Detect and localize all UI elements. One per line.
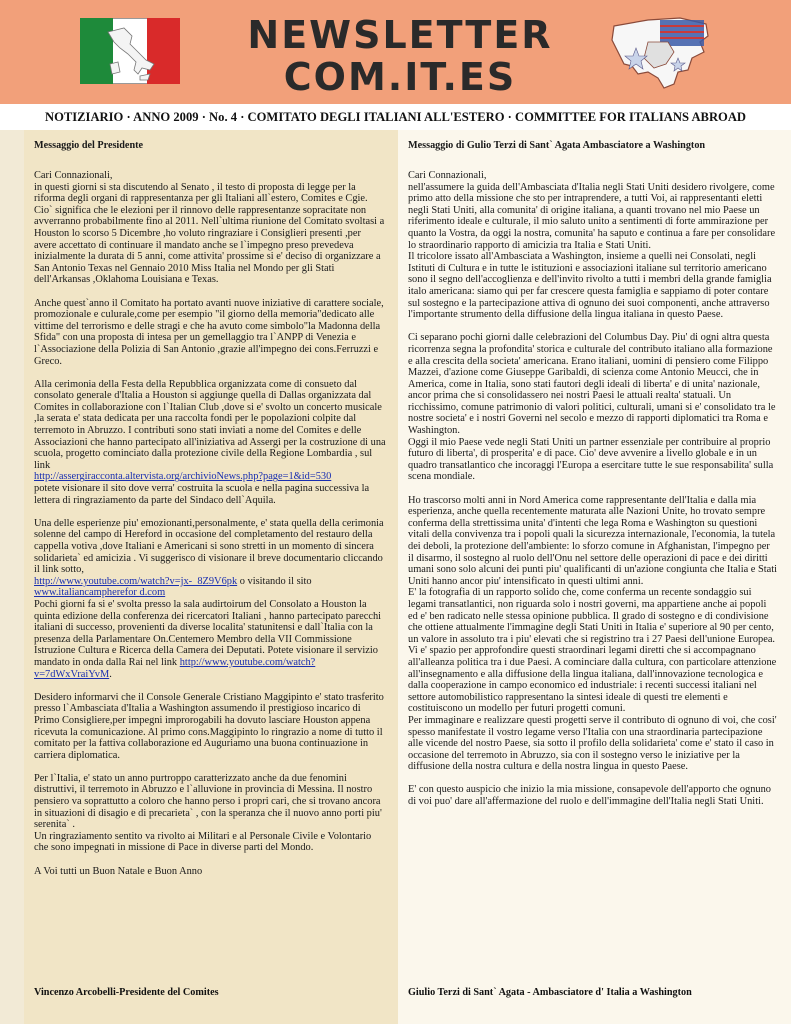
right-paragraph-3-final: Per immaginare e realizzare questi progetti serve il contributo di ognuno di voi, che cosi' spesso manifestate il vostro legame verso l'Italia con una straordinaria partecipazione alle vicende del nostro Paese, sia sotto il profilo della solidarieta' come e' stato il caso in occasione del terremoto in Abruzzo, sia con il sostegno verso le iniziative per la diffusione della nostra cultura e della nostra lingua in questo Paese. (408, 714, 777, 773)
left-greeting: Cari Connazionali, (34, 170, 113, 181)
left-paragraph-4 (34, 518, 386, 680)
right-paragraph-2-text: Ci separano pochi giorni dalle celebrazioni del Columbus Day. Piu' di ogni altra questa ricorrenza segna la profondita' storica e culturale del contributo italiano alla formazione e alla crescita della societa' americana. Erano italiani, uomini di pensiero come Filippo Mazzei, d'azione come Giuseppe Garibaldi, di scienza come Antonio Meucci, che in America, come in Italia, sono stati fautori degli ideali di liberta' e di unita' nazionale, ancor prima che si consolidassero nei nostri Paesi le attuali realta' statuali. Un ricchissimo, comune patrimonio di valori politici, culturali, umani si e' consolidato tra le nostre societa' e i nostri Governi nel secolo e mezzo di rapporti diplomatici tra Roma e Washington. (408, 332, 776, 437)
right-paragraph-3-text: Ho trascorso molti anni in Nord America come rappresentante dell'Italia e dalla mia esperienza, anche quella recentemente maturata alle Nazioni Unite, ho trovato sempre conferma della strettissima unita' d'intenti che lega Roma e Washington su questioni vitali della convivenza tra i popoli quali la sicurezza internazionale, l'economia, la tutela dei deboli, la protezione dell'ambiente: lo sforzo comune in Afghanistan, l'impegno per il disarmo, il sostegno al ruolo dell'Onu nel settore delle operazioni di pace e dei diritti umani sono solo alcuni dei punti piu' qualificanti di un'azione congiunta che Italia e Stati Uniti hanno ancor piu' intensificato in questi ultimi anni. (408, 494, 778, 587)
italiancamp-link[interactable]: www.italiancampherefor d.com (34, 587, 166, 599)
youtube-rai-link[interactable]: http://www.youtube.com/watch?v=7dWxVraiYvM (34, 656, 316, 680)
left-paragraph-6: Desidero informarvi che il Console Generale Cristiano Maggipinto e' stato trasferito presso l`Ambasciata d'Italia a Washington assumendo il prestigioso incarico di Primo Consigliere,per impegni improrogabili ha dovuto lasciare Houston appena ricevuta la comunicazione. Al primo cons.Maggipinto lo ringrazio a nome di tutto il comitato per la fattiva collaborazione ed Auguriamo una buona continuazione in carriera diplomatica. (34, 691, 384, 761)
left-paragraph-3-text: Alla cerimonia della Festa della Repubblica organizzata come di consueto dal consolato generale d'Italia a Houston si aggiunge quella di Dallas organizzata dal Comites in collaborazione con l`Italian Club ,dove si e' svolto un concerto musicale ,la serata e' stata dedicata per una raccolta fondi per le popolazioni colpite dal terremoto in Abruzzo. I contributi sono stati inviati a nome del Comites e delle Associazioni che hanno partecipato all'iniziativa ad Assergi per la costruzione di una scuola, progetto cominciato dalla protezione civile della Regione Lombardia , sul link (34, 378, 386, 471)
assergi-link[interactable]: http://assergiracconta.altervista.org/archivioNews.php?page=1&id=530 (34, 471, 332, 483)
left-paragraph-5-text: Pochi giorni fa si e' svolta presso la sala audirtoirum del Consolato a Houston la quinta edizione della conferenza dei ricercatori Italiani , hanno partecipato parecchi italiani di successo, provenienti da diverse localita' statunitensi e dall`Italia con la presenza della Parlamentare On.Centemero Membro della VII Commissione Istruzione Cultura e Ricerca della Camera dei Deputati. Potete visionare il servizio mandato in onda dalla Rai nel link (34, 598, 382, 668)
president-message (34, 140, 386, 889)
left-paragraph-7 (34, 773, 386, 854)
left-paragraph-3 (34, 379, 386, 507)
title-line-1: NEWSLETTER (247, 13, 553, 57)
right-paragraph-1 (408, 182, 778, 321)
italy-flag-map-icon (80, 18, 180, 84)
left-paragraph-4-text: Una delle esperienze piu' emozionanti,personalmente, e' stata quella della cerimonia solenne del campo di Hereford in occasione del completamento del restauro della cappella votiva ,dove Italiani e Americani si sono stretti in un momento di sincera solidarieta` ed amicizia . Vi suggerisco di visionare il breve documentario cliccando il link sotto, (34, 517, 384, 576)
masthead (0, 0, 791, 104)
right-paragraph-3 (408, 495, 778, 773)
left-paragraph-2: Anche quest`anno il Comitato ha portato avanti nuove iniziative di carattere sociale, promozionale e culurale,come per esempio "il giorno della memoria"dedicato alle vittime del terrorismo e delle stragi e che ha avuto come simbolo"la Madonna della Sfida" con una proposta di intesa per un gemellaggio tra l`ANPP di Venezia e l`Associazione della Polizia di San Antonio ,grazie all'impegno dei cons.Ferruzzi e Greco. (34, 297, 384, 367)
right-paragraph-2-continued: Oggi il mio Paese vede negli Stati Uniti un partner essenziale per contribuire al proprio futuro di liberta', di prosperita' e di pace. Cio' deve avvenire a livello globale e in un quadro transatlantico che incoraggi l'Europa a esercitare tutte le sue responsabilita' sulla scena mondiale. (408, 436, 774, 483)
right-paragraph-2 (408, 332, 778, 483)
left-paragraph-3-continued: potete visionare il sito dove verra' costruita la scuola e nella pagina successiva la lettera di ringraziamento da parte del Sindaco dell`Aquila. (34, 483, 370, 506)
left-paragraph-1: in questi giorni si sta discutendo al Senato , il testo di proposta di legge per la riforma degli organi di rappresentanza per gli Italiani all`estero, Comites e Cgie. Cio` significa che le elezioni per il rinnovo delle rappresentanze sopracitate non avverranno probabilmente fino al 2011. Nell`ultima riunione del Comitato svoltasi a Houston lo scorso 5 Dicembre ,ho voluto ringraziare i Consiglieri presenti ,per avere accettato di continuare il mandato anche se l`impegno preso prevedeva inizialmente la durata di 5 anni, come attivita' prossime si e' deciso di organizzare a San Antonio Texas nel Gennaio 2010 Miss Italia nel Mondo per gli Stati dell'Arkansas ,Oklahoma Louisiana e Texas. (34, 181, 385, 286)
ambassador-signature: Giulio Terzi di Sant` Agata - Ambasciatore d' Italia a Washington (408, 987, 692, 998)
ambassador-message (408, 140, 778, 819)
youtube-hereford-link[interactable]: http://www.youtube.com/watch?v=jx-_8Z9V6pk (34, 575, 238, 587)
left-heading: Messaggio del Presidente (34, 140, 144, 151)
link-connector-text: o visitando il sito (237, 575, 312, 587)
right-greeting: Cari Connazionali, (408, 170, 487, 181)
right-paragraph-4: E' con questo auspicio che inizio la mia missione, consapevole dell'apporto che ognuno di voi puo' dare all'affermazione del ruolo e dell'immagine dell'Italia negli Stati Uniti. (408, 784, 771, 808)
title-line-2: COM.IT.ES (283, 55, 517, 99)
newsletter-title (230, 14, 570, 98)
left-paragraph-7-continued: Un ringraziamento sentito va rivolto ai Militari e al Personale Civile e Volontario che sono impegnati in missione di Pace in diverse parti del Mondo. (34, 830, 372, 854)
left-paragraph-7-text: Per l`Italia, e' stato un anno purtroppo caratterizzato anche da due fenomini distruttivi, il terremoto in Abruzzo e l`alluvione in provincia di Messina. Il nostro pensiero va soprattutto a coloro che hanno perso i propri cari, che si trovano ancora in situazioni di disagio e di precarieta` , con la speranza che il nuovo anno porti piu' serenita` . (34, 772, 382, 831)
right-paragraph-1-continued: Il tricolore issato all'Ambasciata a Washington, insieme a quelli nei Consolati, negli Istituti di Cultura e in tutte le istituzioni e associazioni italiane sul territorio americano sono il segno dell'accoglienza e dell'invito rivolto a tutti i membri della grande famiglia italo americana: siamo qui per far crescere questa famiglia e sappiamo di poter contare sul sostegno e la partecipazione attiva di ognuno dei suoi componenti, anche attraverso l'importante strumento della diffusione della lingua italiana in questo Paese. (408, 251, 772, 321)
issue-subtitle: NOTIZIARIO · ANNO 2009 · No. 4 · COMITATO DEGLI ITALIANI ALL'ESTERO · COMMITTEE FOR ITALIANS ABROAD (44, 110, 747, 124)
left-closing: A Voi tutti un Buon Natale e Buon Anno (34, 865, 203, 877)
right-paragraph-1-text: nell'assumere la guida dell'Ambasciata d'Italia negli Stati Uniti desidero rivolgere, come primo atto della missione che sto per intraprendere, a tutti Voi, ai rappresentanti eletti negli Stati Uniti, alla comunita' di origine italiana, a quanti trovano nel mio Paese un riferimento ideale e culturale, il mio saluto unito a sentimenti di forte ammirazione per quanto la Vostra, da oggi la nostra, comunita' ha saputo e continua a fare per consolidare lo straordinario rapporto di amicizia tra Italia e Stati Uniti. (408, 181, 776, 251)
right-heading: Messaggio di Gulio Terzi di Sant` Agata Ambasciatore a Washington (408, 140, 706, 151)
president-signature: Vincenzo Arcobelli-Presidente del Comites (34, 987, 219, 998)
usa-texas-map-icon (608, 12, 716, 94)
right-paragraph-3-continued: E' la fotografia di un rapporto solido che, come conferma un recente sondaggio sui legami transatlantici, non riguarda solo i nostri governi, ma appartiene anche ai popoli ed e' ben radicato nelle stessa opinione pubblica. Il grado di sostegno e di condivisione che ottiene attualmente l'immagine degli Stati Uniti in Italia e' superiore al 90 per cento, un valore in assoluto tra i piu' elevati che si registrino tra i 27 Paesi dell'unione Europea. Vi e' spazio per approfondire questi straordinari legami diretti che si accompagnano all'alleanza politica tra i due Paesi. A cominciare dalla cultura, con particolare attenzione all'insegnamento e alla diffusione della lingua italiana, dall'innovazione tecnologica e dalla cooperazione in campo economico ed industriale: i recenti successi italiani nel settore automobilistico rappresentano la sintesi ideale di questi tre elementi e costituiscono un modello per futuri progetti comuni. (408, 587, 777, 715)
link-period: . (109, 668, 112, 680)
